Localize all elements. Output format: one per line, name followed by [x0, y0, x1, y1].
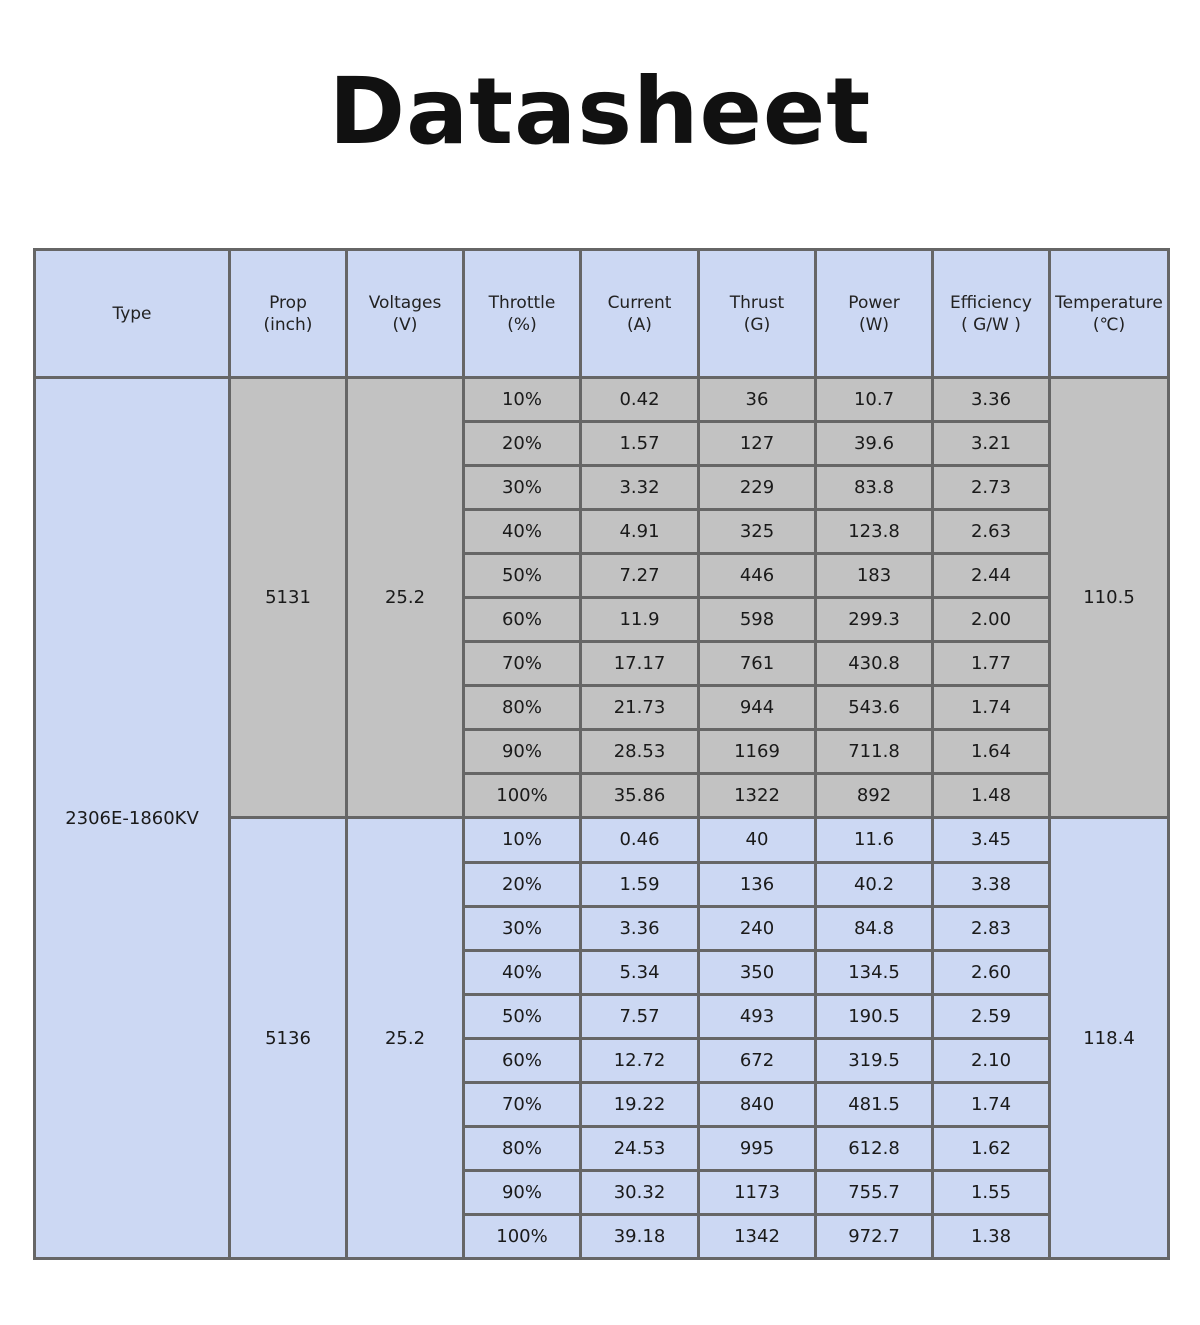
efficiency-cell: 3.36 — [933, 378, 1050, 422]
power-cell: 430.8 — [816, 642, 933, 686]
power-cell: 39.6 — [816, 422, 933, 466]
power-cell: 83.8 — [816, 466, 933, 510]
efficiency-cell: 2.44 — [933, 554, 1050, 598]
table-body — [35, 378, 1169, 1259]
thrust-cell: 136 — [699, 862, 816, 906]
current-cell: 12.72 — [581, 1038, 699, 1082]
thrust-cell: 1342 — [699, 1214, 816, 1258]
thrust-cell: 995 — [699, 1126, 816, 1170]
power-cell: 123.8 — [816, 510, 933, 554]
table-row — [35, 378, 1169, 422]
throttle-cell: 50% — [464, 994, 581, 1038]
header-temperature: Temperature (℃) — [1050, 250, 1169, 378]
power-cell: 755.7 — [816, 1170, 933, 1214]
throttle-cell: 90% — [464, 1170, 581, 1214]
efficiency-cell: 1.74 — [933, 686, 1050, 730]
current-cell: 30.32 — [581, 1170, 699, 1214]
power-cell: 543.6 — [816, 686, 933, 730]
header-type: Type — [35, 250, 230, 378]
power-cell: 190.5 — [816, 994, 933, 1038]
throttle-cell: 90% — [464, 730, 581, 774]
throttle-cell: 10% — [464, 818, 581, 862]
current-cell: 7.27 — [581, 554, 699, 598]
throttle-cell: 60% — [464, 1038, 581, 1082]
efficiency-cell: 2.73 — [933, 466, 1050, 510]
efficiency-cell: 2.60 — [933, 950, 1050, 994]
page-title: Datasheet — [328, 58, 872, 165]
throttle-cell: 20% — [464, 422, 581, 466]
thrust-cell: 944 — [699, 686, 816, 730]
header-throttle: Throttle (%) — [464, 250, 581, 378]
efficiency-cell: 1.38 — [933, 1214, 1050, 1258]
throttle-cell: 80% — [464, 686, 581, 730]
thrust-cell: 350 — [699, 950, 816, 994]
thrust-cell: 840 — [699, 1082, 816, 1126]
throttle-cell: 50% — [464, 554, 581, 598]
efficiency-cell: 2.00 — [933, 598, 1050, 642]
header-prop: Prop (inch) — [230, 250, 347, 378]
throttle-cell: 40% — [464, 510, 581, 554]
throttle-cell: 20% — [464, 862, 581, 906]
temperature-cell: 118.4 — [1050, 818, 1169, 1259]
efficiency-cell: 2.63 — [933, 510, 1050, 554]
throttle-cell: 100% — [464, 1214, 581, 1258]
efficiency-cell: 3.21 — [933, 422, 1050, 466]
current-cell: 7.57 — [581, 994, 699, 1038]
current-cell: 1.59 — [581, 862, 699, 906]
efficiency-cell: 1.62 — [933, 1126, 1050, 1170]
thrust-cell: 40 — [699, 818, 816, 862]
throttle-cell: 10% — [464, 378, 581, 422]
thrust-cell: 229 — [699, 466, 816, 510]
current-cell: 4.91 — [581, 510, 699, 554]
current-cell: 3.32 — [581, 466, 699, 510]
current-cell: 11.9 — [581, 598, 699, 642]
throttle-cell: 30% — [464, 466, 581, 510]
thrust-cell: 493 — [699, 994, 816, 1038]
power-cell: 299.3 — [816, 598, 933, 642]
thrust-cell: 36 — [699, 378, 816, 422]
header-power: Power (W) — [816, 250, 933, 378]
power-cell: 612.8 — [816, 1126, 933, 1170]
efficiency-cell: 2.10 — [933, 1038, 1050, 1082]
power-cell: 319.5 — [816, 1038, 933, 1082]
voltage-cell: 25.2 — [347, 818, 464, 1259]
current-cell: 0.46 — [581, 818, 699, 862]
current-cell: 39.18 — [581, 1214, 699, 1258]
power-cell: 10.7 — [816, 378, 933, 422]
power-cell: 711.8 — [816, 730, 933, 774]
power-cell: 11.6 — [816, 818, 933, 862]
current-cell: 24.53 — [581, 1126, 699, 1170]
thrust-cell: 446 — [699, 554, 816, 598]
throttle-cell: 100% — [464, 774, 581, 818]
power-cell: 183 — [816, 554, 933, 598]
power-cell: 84.8 — [816, 906, 933, 950]
throttle-cell: 40% — [464, 950, 581, 994]
header-current: Current (A) — [581, 250, 699, 378]
throttle-cell: 30% — [464, 906, 581, 950]
thrust-cell: 1173 — [699, 1170, 816, 1214]
throttle-cell: 70% — [464, 642, 581, 686]
header-voltages: Voltages (V) — [347, 250, 464, 378]
thrust-cell: 598 — [699, 598, 816, 642]
efficiency-cell: 2.83 — [933, 906, 1050, 950]
header-efficiency: Efficiency ( G/W ) — [933, 250, 1050, 378]
power-cell: 134.5 — [816, 950, 933, 994]
efficiency-cell: 1.74 — [933, 1082, 1050, 1126]
current-cell: 17.17 — [581, 642, 699, 686]
efficiency-cell: 1.48 — [933, 774, 1050, 818]
temperature-cell: 110.5 — [1050, 378, 1169, 818]
power-cell: 481.5 — [816, 1082, 933, 1126]
current-cell: 5.34 — [581, 950, 699, 994]
efficiency-cell: 1.77 — [933, 642, 1050, 686]
power-cell: 892 — [816, 774, 933, 818]
thrust-cell: 1169 — [699, 730, 816, 774]
power-cell: 972.7 — [816, 1214, 933, 1258]
power-cell: 40.2 — [816, 862, 933, 906]
prop-cell: 5131 — [230, 378, 347, 818]
datasheet-table — [33, 248, 1170, 1260]
current-cell: 3.36 — [581, 906, 699, 950]
thrust-cell: 672 — [699, 1038, 816, 1082]
prop-cell: 5136 — [230, 818, 347, 1259]
thrust-cell: 127 — [699, 422, 816, 466]
thrust-cell: 761 — [699, 642, 816, 686]
throttle-cell: 60% — [464, 598, 581, 642]
efficiency-cell: 1.55 — [933, 1170, 1050, 1214]
thrust-cell: 325 — [699, 510, 816, 554]
header-row — [35, 250, 1169, 378]
current-cell: 19.22 — [581, 1082, 699, 1126]
voltage-cell: 25.2 — [347, 378, 464, 818]
current-cell: 21.73 — [581, 686, 699, 730]
throttle-cell: 80% — [464, 1126, 581, 1170]
thrust-cell: 240 — [699, 906, 816, 950]
current-cell: 0.42 — [581, 378, 699, 422]
throttle-cell: 70% — [464, 1082, 581, 1126]
current-cell: 1.57 — [581, 422, 699, 466]
header-thrust: Thrust (G) — [699, 250, 816, 378]
thrust-cell: 1322 — [699, 774, 816, 818]
efficiency-cell: 1.64 — [933, 730, 1050, 774]
type-cell: 2306E-1860KV — [35, 378, 230, 1259]
efficiency-cell: 2.59 — [933, 994, 1050, 1038]
current-cell: 28.53 — [581, 730, 699, 774]
efficiency-cell: 3.38 — [933, 862, 1050, 906]
efficiency-cell: 3.45 — [933, 818, 1050, 862]
current-cell: 35.86 — [581, 774, 699, 818]
